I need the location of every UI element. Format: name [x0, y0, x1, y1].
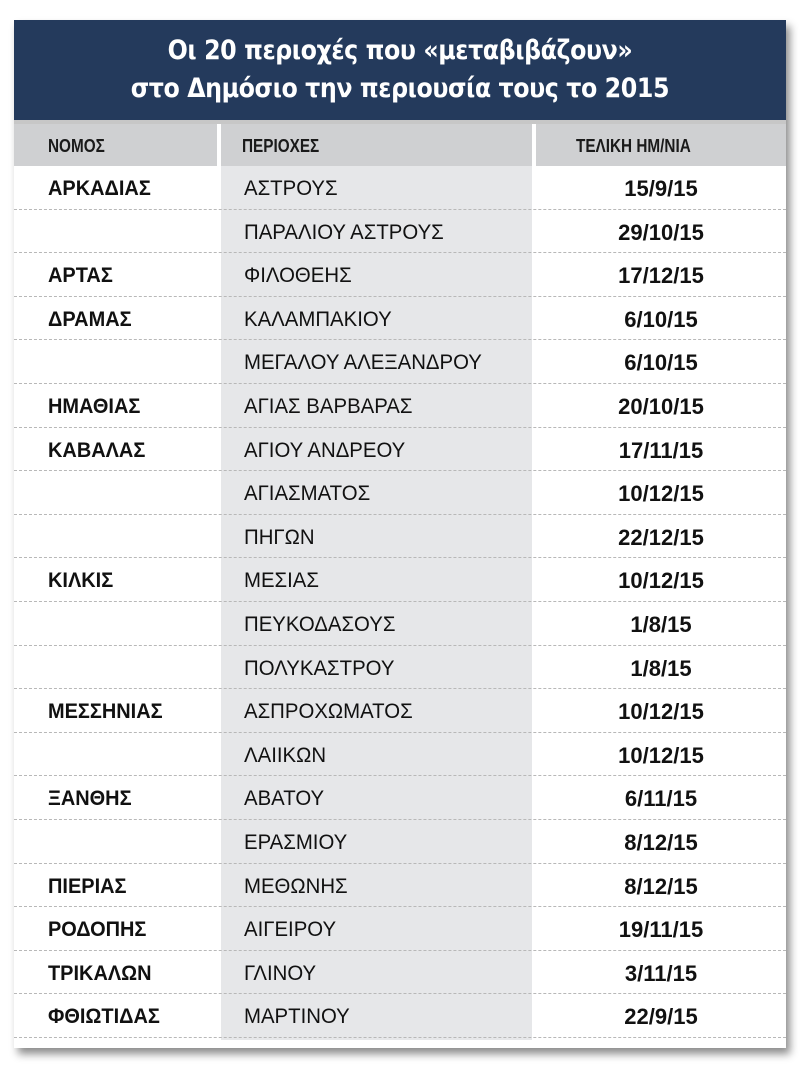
cell-date: 3/11/15 [624, 960, 698, 986]
cell-perioxi: ΑΙΓΕΙΡΟΥ [244, 918, 337, 942]
cell-perioxi: ΜΕΓΑΛΟΥ ΑΛΕΞΑΝΔΡΟΥ [244, 351, 482, 375]
cell-date: 22/12/15 [618, 524, 704, 550]
cell-date: 6/11/15 [624, 786, 698, 812]
cell-perioxi: ΠΕΥΚΟΔΑΣΟΥΣ [244, 613, 396, 636]
cell-nomos: ΡΟΔΟΠΗΣ [48, 918, 147, 942]
cell-date: 10/12/15 [618, 568, 704, 594]
cell-date: 22/9/15 [624, 1004, 698, 1030]
table-row [14, 166, 786, 210]
table-row [14, 951, 786, 995]
table-row [14, 471, 786, 515]
table-row [14, 297, 786, 341]
cell-nomos: ΔΡΑΜΑΣ [48, 307, 132, 331]
cell-perioxi: ΑΣΠΡΟΧΩΜΑΤΟΣ [244, 700, 413, 724]
table-row [14, 253, 786, 297]
cell-date: 10/12/15 [618, 742, 704, 768]
title-line-1: Οι 20 περιοχές που «μεταβιβάζουν» [167, 35, 633, 66]
cell-date: 6/10/15 [624, 350, 698, 376]
cell-date: 17/12/15 [618, 263, 704, 289]
cell-perioxi: ΑΣΤΡΟΥΣ [244, 177, 338, 200]
cell-nomos: ΜΕΣΣΗΝΙΑΣ [48, 700, 163, 724]
table-row [14, 776, 786, 820]
cell-date: 1/8/15 [630, 612, 692, 637]
table-row [14, 689, 786, 733]
cell-nomos: ΤΡΙΚΑΛΩΝ [48, 961, 152, 985]
table-row [14, 864, 786, 908]
cell-perioxi: ΑΓΙΟΥ ΑΝΔΡΕΟΥ [244, 438, 406, 462]
title-line-2: στο Δημόσιο την περιουσία τους το 2015 [130, 73, 670, 104]
cell-perioxi: ΓΛΙΝΟΥ [244, 961, 317, 985]
cell-perioxi: ΚΑΛΑΜΠΑΚΙΟΥ [244, 307, 392, 331]
table-header [14, 124, 786, 166]
table-row [14, 602, 786, 646]
cell-perioxi: ΑΓΙΑΣ ΒΑΡΒΑΡΑΣ [244, 395, 413, 418]
cell-date: 10/12/15 [618, 481, 704, 507]
table-row [14, 384, 786, 428]
table-row [14, 733, 786, 777]
cell-perioxi: ΑΓΙΑΣΜΑΤΟΣ [244, 482, 371, 506]
cell-perioxi: ΠΟΛΥΚΑΣΤΡΟΥ [244, 656, 395, 680]
cell-nomos: ΚΑΒΑΛΑΣ [48, 438, 146, 462]
cell-perioxi: ΠΑΡΑΛΙΟΥ ΑΣΤΡΟΥΣ [244, 220, 444, 244]
header-perioxes: ΠΕΡΙΟΧΕΣ [242, 136, 320, 156]
table-row [14, 994, 786, 1038]
title-bar [14, 20, 786, 124]
table-row [14, 820, 786, 864]
cell-nomos: ΞΑΝΘΗΣ [48, 787, 132, 811]
table-row [14, 428, 786, 472]
cell-date: 10/12/15 [618, 699, 704, 725]
cell-nomos: ΚΙΛΚΙΣ [48, 569, 114, 593]
cell-perioxi: ΜΕΣΙΑΣ [244, 569, 319, 593]
cell-nomos: ΠΙΕΡΙΑΣ [48, 874, 127, 898]
cell-nomos: ΑΡΤΑΣ [48, 264, 113, 288]
table-row [14, 558, 786, 602]
cell-date: 8/12/15 [624, 873, 698, 899]
cell-date: 17/11/15 [618, 437, 704, 463]
table-row [14, 515, 786, 559]
table-card [14, 20, 786, 1048]
cell-perioxi: ΜΕΘΩΝΗΣ [244, 874, 348, 898]
cell-date: 29/10/15 [618, 219, 704, 245]
cell-perioxi: ΑΒΑΤΟΥ [244, 787, 325, 811]
cell-date: 15/9/15 [624, 176, 698, 201]
cell-nomos: ΦΘΙΩΤΙΔΑΣ [48, 1005, 160, 1029]
cell-date: 20/10/15 [618, 394, 704, 419]
table-body [14, 166, 786, 1040]
table-row [14, 907, 786, 951]
cell-perioxi: ΛΑΙΙΚΩΝ [244, 743, 327, 767]
table-row [14, 340, 786, 384]
cell-perioxi: ΦΙΛΟΘΕΗΣ [244, 264, 352, 288]
header-teliki-date: ΤΕΛΙΚΗ ΗΜ/ΝΙΑ [576, 136, 691, 156]
table-row [14, 646, 786, 690]
cell-date: 8/12/15 [624, 830, 698, 855]
cell-nomos: ΑΡΚΑΔΙΑΣ [48, 177, 151, 200]
cell-nomos: ΗΜΑΘΙΑΣ [48, 395, 141, 418]
cell-date: 19/11/15 [618, 917, 704, 943]
cell-perioxi: ΠΗΓΩΝ [244, 525, 315, 549]
cell-perioxi: ΜΑΡΤΙΝΟΥ [244, 1005, 350, 1029]
cell-date: 1/8/15 [630, 655, 692, 681]
table-row [14, 210, 786, 254]
cell-perioxi: ΕΡΑΣΜΙΟΥ [244, 831, 348, 854]
cell-date: 6/10/15 [624, 306, 698, 332]
column-divider [217, 124, 221, 166]
header-nomos: ΝΟΜΟΣ [48, 136, 105, 156]
column-divider [532, 124, 536, 166]
